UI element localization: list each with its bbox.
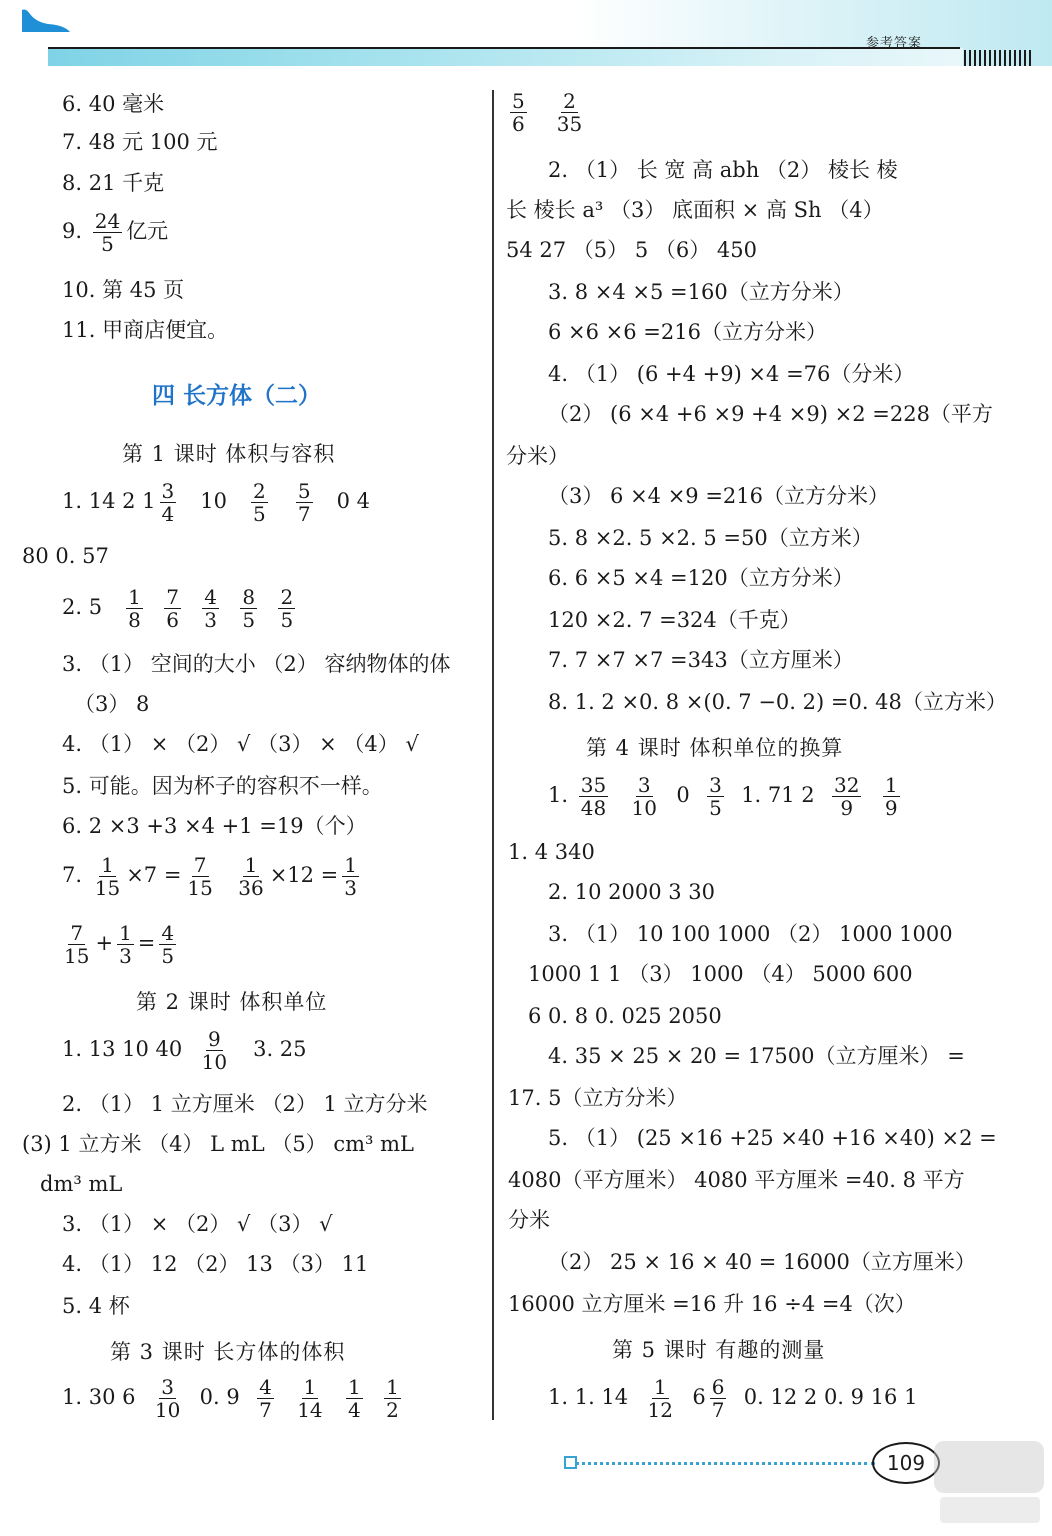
header-rule: [48, 48, 963, 66]
answer-line: 2. （1） 1 立方厘米 （2） 1 立方分米: [62, 1092, 428, 1116]
answer-line: 3. （1） 10 100 1000 （2） 1000 1000: [548, 922, 953, 946]
answer-line: 9. $\frac{24}{5}$ 亿元: [62, 209, 169, 256]
answer-line: （2） 25 × 16 × 40 = 16000（立方厘米）: [548, 1250, 976, 1274]
answer-line: 4080（平方厘米） 4080 平方厘米 =40. 8 平方: [508, 1168, 965, 1192]
answer-line: 分米: [508, 1208, 550, 1232]
answer-line: 1. 1. 14 $\frac{1}{12}$ 6 $\frac{6}{7}$ 0. 12 2 0. 9 16 1: [548, 1375, 918, 1422]
answer-line: 6 0. 8 0. 025 2050: [528, 1004, 722, 1028]
footer-dotted-line: [575, 1462, 875, 1465]
answer-line: 7. 48 元 100 元: [62, 130, 218, 154]
answer-line: 4. （1） (6 +4 +9) ×4 =76（分米）: [548, 362, 915, 386]
answer-line: $\frac{7}{15}$ + $\frac{1}{3}$ = $\frac{4}{5}$: [64, 921, 175, 968]
fraction: $\frac{24}{5}$: [94, 209, 121, 256]
answer-line: 2. （1） 长 宽 高 abh （2） 棱长 棱: [548, 158, 898, 182]
answer-line: 5. 8 ×2. 5 ×2. 5 =50（立方米）: [548, 526, 873, 550]
answer-line: 1. 14 2 1 $\frac{3}{4}$ 10 $\frac{2}{5}$ $\frac{5}{7}$ 0 4: [62, 479, 370, 526]
answer-line: 2. 10 2000 3 30: [548, 880, 715, 904]
answer-line: 6. 40 毫米: [62, 92, 165, 116]
answer-line: 120 ×2. 7 =324（千克）: [548, 608, 801, 632]
answer-line: 5. 4 杯: [62, 1294, 130, 1318]
lesson-title: 第 3 课时 长方体的体积: [110, 1340, 346, 1364]
answer-line: 17. 5（立方分米）: [508, 1086, 688, 1110]
column-divider: [492, 90, 494, 1420]
answer-line: dm³ mL: [40, 1172, 123, 1196]
answer-line: 5. （1） (25 ×16 +25 ×40 +16 ×40) ×2 =: [548, 1126, 997, 1150]
answer-line: 5. 可能。因为杯子的容积不一样。: [62, 774, 383, 798]
answer-line: (3) 1 立方米 （4） L mL （5） cm³ mL: [22, 1132, 414, 1156]
answer-line: 2. 5 $\frac{1}{8}$ $\frac{7}{6}$ $\frac{4}{3}$ $\frac{8}{5}$ $\frac{2}{5}$: [62, 585, 294, 632]
answer-line: 1. 30 6 $\frac{3}{10}$ 0. 9 $\frac{4}{7}$ $\frac{1}{14}$ $\frac{1}{4}$ $\frac{1}{2}$: [62, 1375, 399, 1422]
answer-line: 7. 7 ×7 ×7 =343（立方厘米）: [548, 648, 854, 672]
answer-line: 6 ×6 ×6 =216（立方分米）: [548, 320, 827, 344]
watermark-logo-icon: [930, 1435, 1048, 1530]
lesson-title: 第 1 课时 体积与容积: [122, 442, 336, 466]
shoe-logo-icon: [20, 6, 74, 36]
answer-line: 8. 21 千克: [62, 171, 165, 195]
answer-line: 3. 8 ×4 ×5 =160（立方分米）: [548, 280, 854, 304]
answer-line: 10. 第 45 页: [62, 278, 185, 302]
answer-line: 80 0. 57: [22, 544, 109, 568]
answer-number: 9.: [62, 219, 83, 243]
answer-line: 16000 立方厘米 =16 升 16 ÷4 =4（次）: [508, 1292, 916, 1316]
answer-line: 8. 1. 2 ×0. 8 ×(0. 7 −0. 2) =0. 48（立方米）: [548, 690, 1007, 714]
answer-line: （3） 6 ×4 ×9 =216（立方分米）: [548, 484, 890, 508]
lesson-title: 第 2 课时 体积单位: [136, 990, 328, 1014]
answer-line: 7. $\frac{1}{15}$ ×7 = $\frac{7}{15}$ $\frac{1}{36}$ ×12 = $\frac{1}{3}$: [62, 853, 358, 900]
answer-line: $\frac{5}{6}$ $\frac{2}{35}$: [512, 89, 583, 136]
answer-line: 1. 4 340: [508, 840, 595, 864]
header-line: [48, 47, 960, 49]
answer-line: 长 棱长 a³ （3） 底面积 × 高 Sh （4）: [506, 198, 884, 222]
lesson-title: 第 5 课时 有趣的测量: [612, 1338, 826, 1362]
answer-line: 1. 13 10 40 $\frac{9}{10}$ 3. 25: [62, 1027, 307, 1074]
answer-line: 1000 1 1 （3） 1000 （4） 5000 600: [528, 962, 913, 986]
answer-line: 分米）: [506, 444, 569, 468]
answer-line: 6. 2 ×3 +3 ×4 +1 =19（个）: [62, 814, 367, 838]
answer-line: 11. 甲商店便宜。: [62, 318, 229, 342]
answer-line: 4. 35 × 25 × 20 = 17500（立方厘米） =: [548, 1044, 965, 1068]
answer-line: 3. （1） 空间的大小 （2） 容纳物体的体: [62, 652, 451, 676]
page-number: 109: [872, 1442, 940, 1484]
answer-line: 4. （1） × （2） √ （3） × （4） √: [62, 732, 419, 756]
answer-line: 6. 6 ×5 ×4 =120（立方分米）: [548, 566, 854, 590]
answer-line: （2） (6 ×4 +6 ×9 +4 ×9) ×2 =228（平方: [548, 402, 993, 426]
section-title: 四 长方体（二）: [152, 383, 322, 409]
lesson-title: 第 4 课时 体积单位的换算: [586, 736, 844, 760]
header-barcode: [964, 50, 1031, 66]
answer-line: 1. $\frac{35}{48}$ $\frac{3}{10}$ 0 $\frac{3}{5}$ 1. 71 2 $\frac{32}{9}$ $\frac{1}{9}$: [548, 773, 898, 820]
answer-line: 54 27 （5） 5 （6） 450: [506, 238, 757, 262]
answer-line: 4. （1） 12 （2） 13 （3） 11: [62, 1252, 369, 1276]
header-label: 参考答案: [866, 36, 923, 51]
answer-line: 3. （1） × （2） √ （3） √: [62, 1212, 333, 1236]
answer-line: （3） 8: [74, 692, 150, 716]
